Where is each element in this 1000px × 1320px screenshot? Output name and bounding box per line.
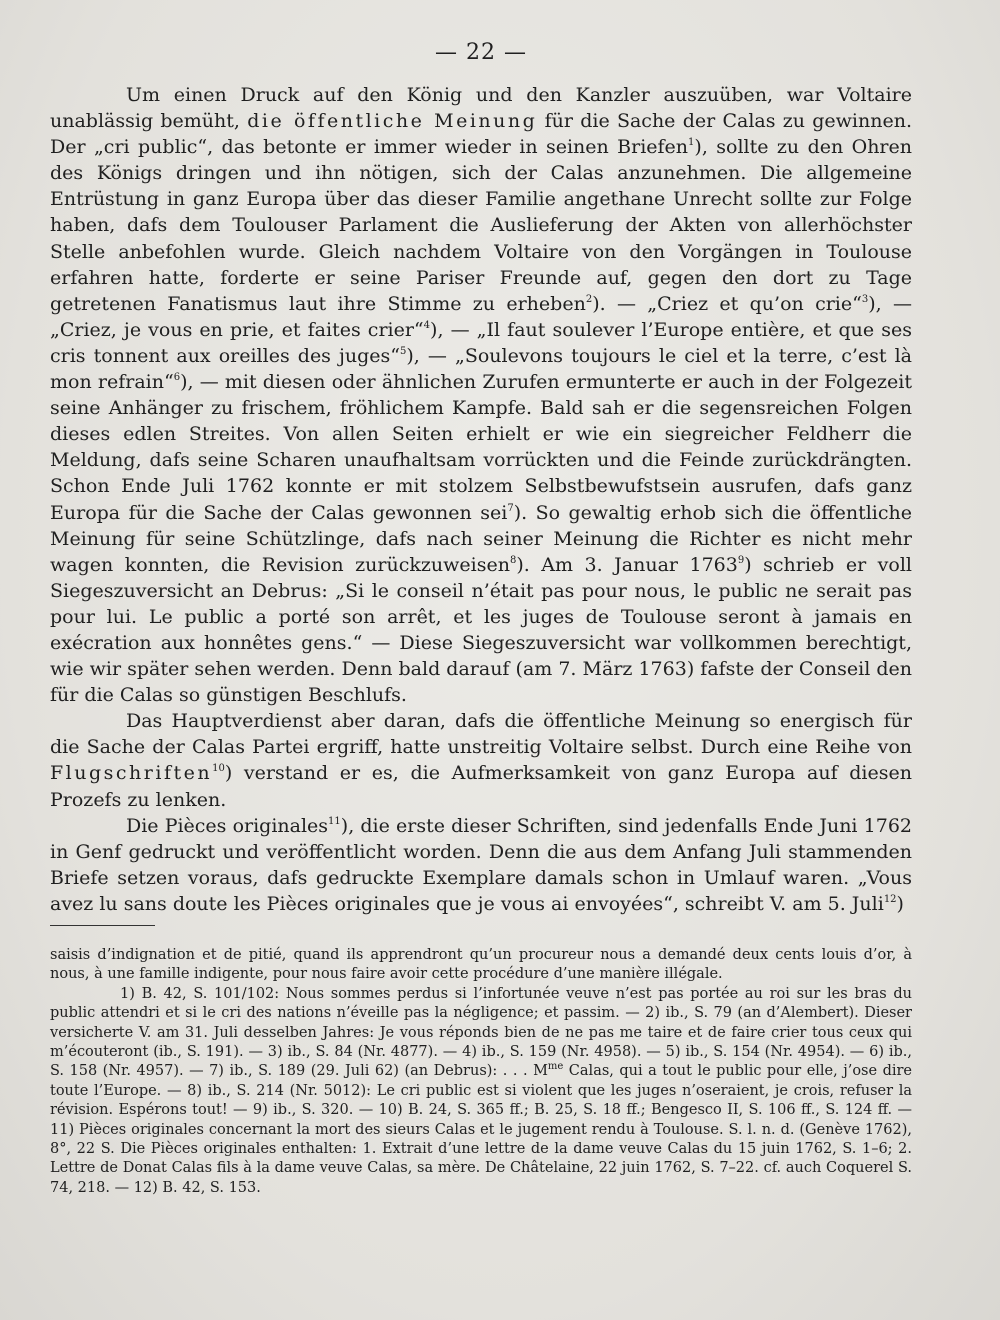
text-run: Calas, qui a tout le public pour elle, j’ose dire toute l’Europe. — 8) ib., S. 214 (Nr. 5012): Le cri public est si violent que les juges n’oseraient, je crois, refuser la révision. Espérons tout! — 9) ib., S. 320. — 10) B. 24, S. 365 ff.; B. 25, S. 18 ff.; Bengesco II, S. 106 ff., S. 124 ff. — 11) Pièces originales concernant la mort des sieurs Calas et le jugement rendu à Toulouse. S. l. n. d. (Genève 1762), 8°, 22 S. Die Pièces originales enthalten: 1. Extrait d’une lettre de la dame veuve Calas du 15 juin 1762, S. 1–6; 2. Lettre de Donat Calas fils à la dame veuve Calas, sa mère. De Châtelaine, 22 juin 1762, S. 7–22. cf. auch Coquerel S. 74, 218. — 12) B. 42, S. 153.: [50, 1063, 912, 1196]
footnote-divider: [50, 925, 155, 926]
text-run: ), — „Criez, je vous en prie, et faites crier“: [50, 292, 912, 341]
text-run: ) verstand er es, die Aufmerksamkeit von ganz Europa auf diesen Prozefs zu lenken.: [50, 762, 912, 811]
text-run: ). — „Criez et qu’on crie“: [592, 292, 862, 315]
footnote-marker: 11: [328, 815, 341, 827]
text-run: saisis d’indignation et de pitié, quand ils apprendront qu’un procureur nous a demandé deux cents louis d’or, à nous, à une famille indigente, pour nous faire avoir cette procédure d’une manière illégale.: [50, 947, 912, 983]
emphasized-text: Flugschriften: [50, 762, 213, 785]
text-run: Das Hauptverdienst aber daran, dafs die öffentliche Meinung so energisch für die Sache der Calas Partei ergriff, hatte unstreitig Voltaire selbst. Durch eine Reihe von: [50, 710, 912, 759]
text-run: Um einen Druck auf den König und den Kanzler auszuüben, war Voltaire unablässig bemüht,: [50, 84, 912, 133]
text-run: für die Sache der Calas zu gewinnen. Der „cri public“, das betonte er immer wieder in seinen Briefen: [50, 110, 913, 159]
text-run: ) schrieb er voll Siegeszuversicht an Debrus: „Si le conseil n’était pas pour nous, le public ne serait pas pour lui. Le public a porté son arrêt, et les juges de Toulouse seront à jamais en exécration aux honnêtes gens.“ — Diese Siegeszuversicht war vollkommen berechtigt, wie wir später sehen werden. Denn bald darauf (am 7. März 1763) fafste der Conseil den für die Calas so günstigen Beschlufs.: [50, 553, 912, 707]
footnote-marker: 3: [861, 293, 869, 305]
body-text: [50, 82, 912, 917]
emphasized-text: die öffentliche Meinung: [247, 110, 538, 133]
footnote-marker: 10: [212, 763, 225, 775]
footnote-continuation: [50, 946, 912, 985]
footnotes: [50, 946, 912, 1198]
text-run: 1) B. 42, S. 101/102: Nous sommes perdus si l’infortunée veuve n’est pas portée au roi sur les bras du public attendri et si le cri des nations n’éveille pas la négligence; et passim. — 2) ib., S. 79 (an d’Alembert). Dieser versicherte V. am 31. Juli desselben Jahres: Je vous réponds bien de ne pas me taire et de faire crier tous ceux qui m’écouteront (ib., S. 191). — 3) ib., S. 84 (Nr. 4877). — 4) ib., S. 159 (Nr. 4958). — 5) ib., S. 154 (Nr. 4954). — 6) ib., S. 158 (Nr. 4957). — 7) ib., S. 189 (29. Juli 62) (an Debrus): . . . M: [50, 985, 912, 1080]
footnote-list: [50, 985, 912, 1198]
footnote-marker: 1: [688, 137, 695, 149]
footnote-marker: 7: [507, 502, 514, 514]
paragraph-3: [50, 813, 912, 917]
text-run: ), — „Il faut soulever l’Europe entière, et que ses cris tonnent aux oreilles des juges“: [50, 318, 913, 367]
text-run: ), sollte zu den Ohren des Königs dringen und ihn nötigen, sich der Calas anzunehmen. Die allgemeine Entrüstung in ganz Europa über das dieser Familie angethane Unrecht sollte zur Folge haben, dafs dem Toulouser Parlament die Auslieferung der Akten von allerhöchster Stelle anbefohlen wurde. Gleich nachdem Voltaire von den Vorgängen in Toulouse erfahren hatte, forderte er seine Pariser Freunde auf, gegen den dort zu Tage getretenen Fanatismus laut ihre Stimme zu erheben: [50, 136, 912, 315]
footnote-marker: 5: [400, 345, 407, 357]
text-run: ), — mit diesen oder ähnlichen Zurufen ermunterte er auch in der Folgezeit seine Anhänger zu frischem, fröhlichem Kampfe. Bald sah er die segensreichen Folgen dieses edlen Streites. Von allen Seiten erhielt er wie ein siegreicher Feldherr die Meldung, dafs seine Scharen unaufhaltsam vorrückten und die Feinde zurückdrängten. Schon Ende Juli 1762 konnte er mit stolzem Selbstbewufstsein ausrufen, dafs ganz Europa für die Sache der Calas gewonnen sei: [50, 371, 912, 524]
footnote-marker: 4: [423, 319, 431, 331]
text-run: ): [896, 892, 904, 915]
footnote-marker: 2: [585, 293, 593, 305]
superscript-text: me: [547, 1061, 564, 1073]
text-run: ). So gewaltig erhob sich die öffentliche Meinung für seine Schützlinge, dafs nach seiner Meinung die Richter es nicht mehr wagen konnten, die Revision zurückzuweisen: [50, 501, 913, 576]
text-run: Die Pièces originales: [126, 814, 329, 837]
paragraph-2: [50, 708, 912, 812]
text-run: ), — „Soulevons toujours le ciel et la terre, c’est là mon refrain“: [50, 344, 912, 394]
page-number: — 22 —: [435, 40, 527, 65]
footnote-marker: 6: [173, 372, 181, 384]
text-run: ). Am 3. Januar 1763: [516, 553, 738, 576]
text-run: ), die erste dieser Schriften, sind jedenfalls Ende Juni 1762 in Genf gedruckt und veröffentlicht worden. Denn die aus dem Anfang Juli stammenden Briefe setzen voraus, dafs gedruckte Exemplare damals schon in Umlauf waren. „Vous avez lu sans doute les Pièces originales que je vous ai envoyées“, schreibt V. am 5. Juli: [50, 814, 912, 915]
footnote-marker: 9: [737, 554, 745, 566]
footnote-marker: 8: [509, 554, 517, 566]
paragraph-1: [50, 82, 912, 708]
footnote-marker: 12: [883, 893, 897, 905]
